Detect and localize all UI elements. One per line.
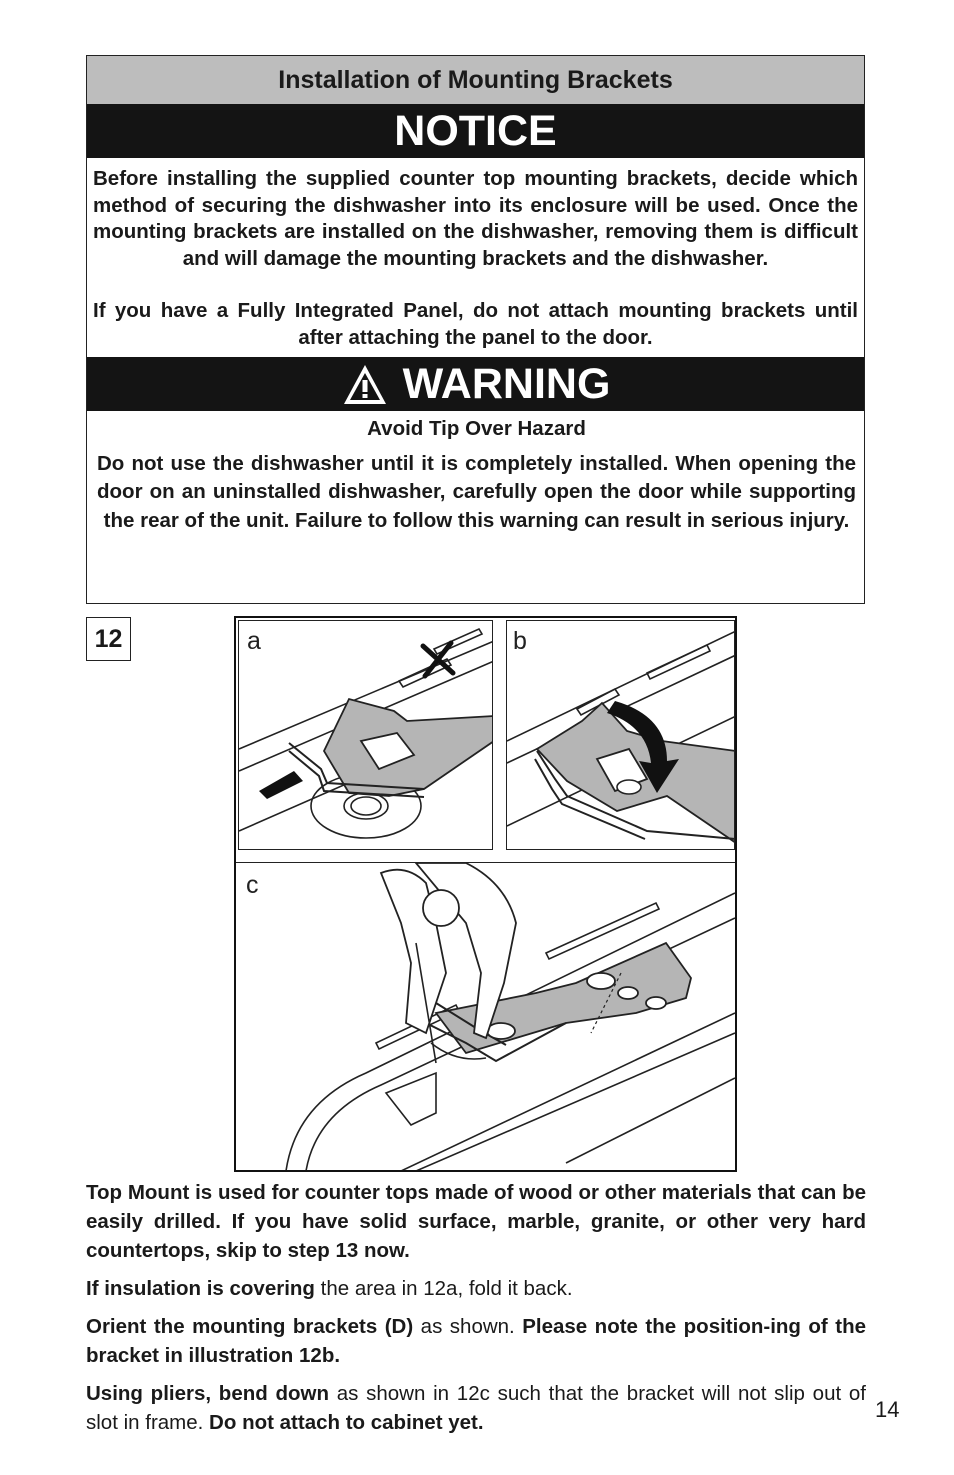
warning-heading: WARNING [402,359,611,408]
panel-a-drawing [239,621,493,850]
panel-b-drawing [507,621,735,850]
notice-body [87,158,864,357]
illustration-panel-b [506,620,735,850]
instruction-paragraph-4 [86,1379,866,1437]
warning-subtitle: Avoid Tip Over Hazard [367,417,586,440]
instruction-paragraph-2 [86,1274,866,1303]
warning-banner [87,357,864,411]
instruction-2-bold: If insulation is covering [86,1277,315,1300]
instruction-4-mid: as shown in 12c such that the bracket will not slip out of slot in frame. [86,1382,866,1434]
section-title: Installation of Mounting Brackets [87,56,864,104]
instructions-text [86,1178,866,1446]
notice-warning-box [86,55,865,604]
notice-banner: NOTICE [87,104,864,158]
instruction-3-bold-1: Orient the mounting brackets (D) [86,1315,414,1338]
instruction-3-bold-2: Please note the position-ing of the bracket in illustration 12b. [86,1315,866,1367]
illustration-panel-a [238,620,493,850]
warning-body [87,411,864,535]
instruction-paragraph-3 [86,1312,866,1370]
illustration-figure [234,616,737,1172]
instruction-2-rest: the area in 12a, fold it back. [314,1277,573,1300]
warning-triangle-icon [341,360,389,408]
instruction-paragraph-1: Top Mount is used for counter tops made of wood or other materials that can be easily drilled. If you have solid surface, marble, granite, or other very hard countertops, skip to step 13 now. [86,1181,866,1262]
panel-c-label: c [246,871,259,899]
warning-paragraph: Do not use the dishwasher until it is completely installed. When opening the door on an uninstalled dishwasher, carefully open the door while supporting the rear of the unit. Failure to follow this warning can result in serious injury. [97,451,856,532]
page-number: 14 [875,1397,900,1422]
panel-a-label: a [247,627,261,655]
notice-paragraph-2: If you have a Fully Integrated Panel, do not attach mounting brackets until after attaching the panel to the door. [93,299,858,349]
instruction-4-bold-1: Using pliers, bend down [86,1382,330,1405]
instruction-3-mid: as shown. [413,1315,523,1338]
illustration-panel-c [236,862,735,1170]
instruction-4-bold-2: Do not attach to cabinet yet. [209,1411,484,1434]
panel-b-label: b [513,627,527,655]
panel-c-drawing [236,863,735,1170]
notice-paragraph-1: Before installing the supplied counter top mounting brackets, decide which method of securing the dishwasher into its enclosure will be used. Once the mounting brackets are installed on the dishwasher, removing them is difficult and will damage the mounting brackets and the dishwasher. [93,167,858,270]
step-number-badge: 12 [86,617,131,661]
